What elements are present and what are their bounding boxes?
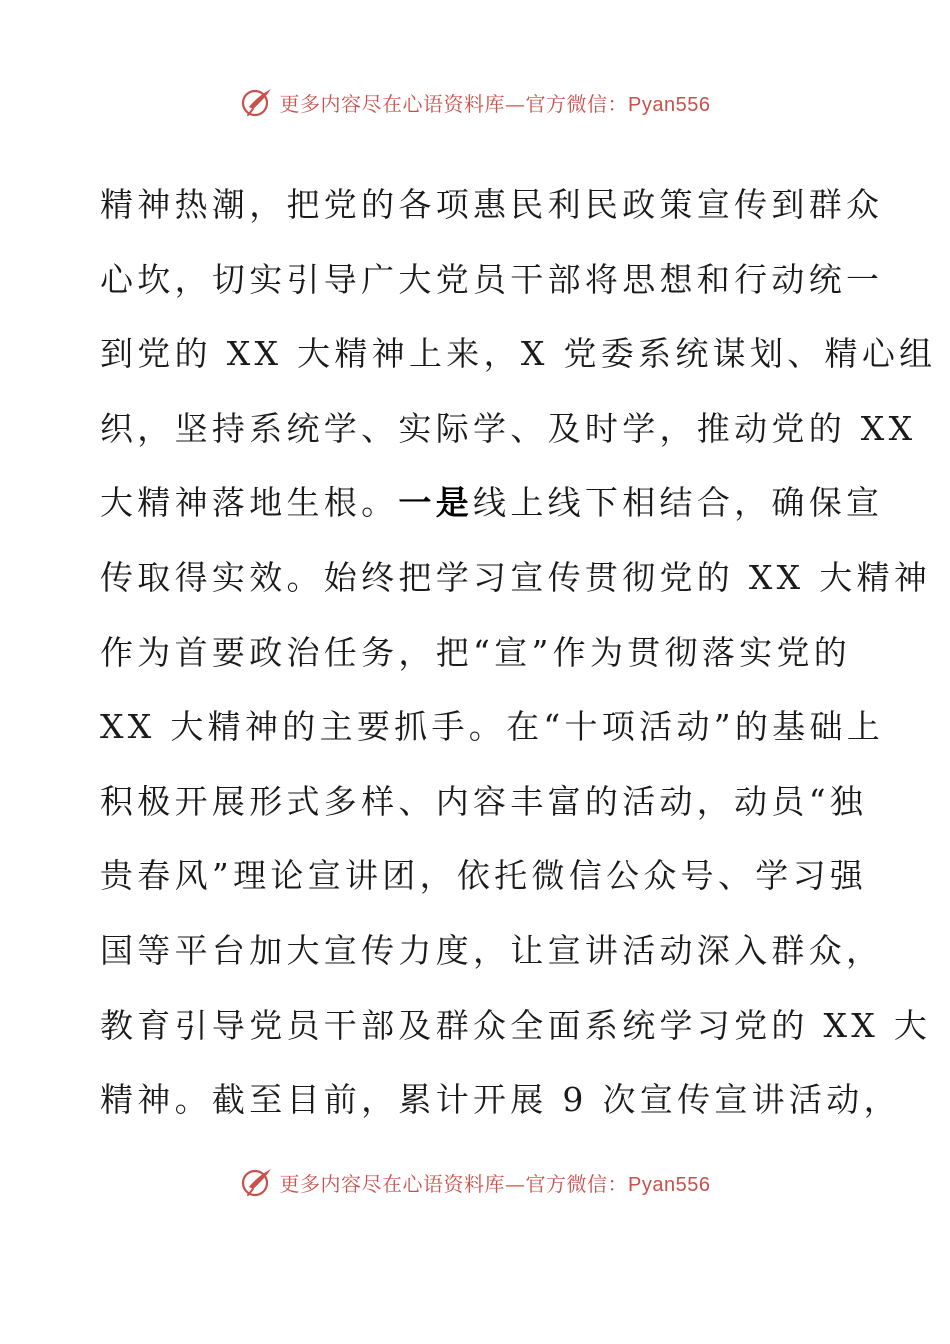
text-line: 国等平台加大宣传力度，让宣讲活动深入群众， xyxy=(100,930,884,970)
document-body xyxy=(100,168,937,1138)
text-line: 精神热潮，把党的各项惠民利民政策宣传到群众 xyxy=(100,185,884,224)
watermark-text: 更多内容尽在心语资料库—官方微信：Pyan556 xyxy=(279,91,711,116)
header-watermark xyxy=(0,82,950,122)
text-line: 精神。截至目前，累计开展 9 次宣传宣讲活动， xyxy=(100,1080,901,1120)
text-line: 贵春风”理论宣讲团，依托微信公众号、学习强 xyxy=(100,856,868,896)
quill-pen-logo-icon xyxy=(240,85,274,119)
wechat-id: Pyan556 xyxy=(628,1173,711,1196)
watermark-text: 更多内容尽在心语资料库—官方微信：Pyan556 xyxy=(279,1171,711,1196)
text-line: 作为首要政治任务，把“宣”作为贯彻落实党的 xyxy=(100,632,852,672)
text-line: 心坎，切实引导广大党员干部将思想和行动统一 xyxy=(100,259,884,299)
quill-pen-logo-icon xyxy=(240,1165,274,1199)
text-line: 到党的 XX 大精神上来，X 党委系统谋划、精心组 xyxy=(100,334,937,374)
text-line: 教育引导党员干部及群众全面系统学习党的 XX 大 xyxy=(100,1005,932,1045)
bold-emphasis: 一是 xyxy=(398,483,474,523)
text-line: 大精神落地生根。一是线上线下相结合，确保宣 xyxy=(100,483,884,523)
text-line: 传取得实效。始终把学习宣传贯彻党的 XX 大精神 xyxy=(100,557,932,597)
text-line: XX 大精神的主要抓手。在“十项活动”的基础上 xyxy=(100,707,885,747)
text-line: 织，坚持系统学、实际学、及时学，推动党的 XX xyxy=(100,408,917,448)
text-line: 积极开展形式多样、内容丰富的活动，动员“独 xyxy=(100,781,868,821)
wechat-id: Pyan556 xyxy=(628,93,711,116)
footer-watermark xyxy=(0,1162,950,1202)
